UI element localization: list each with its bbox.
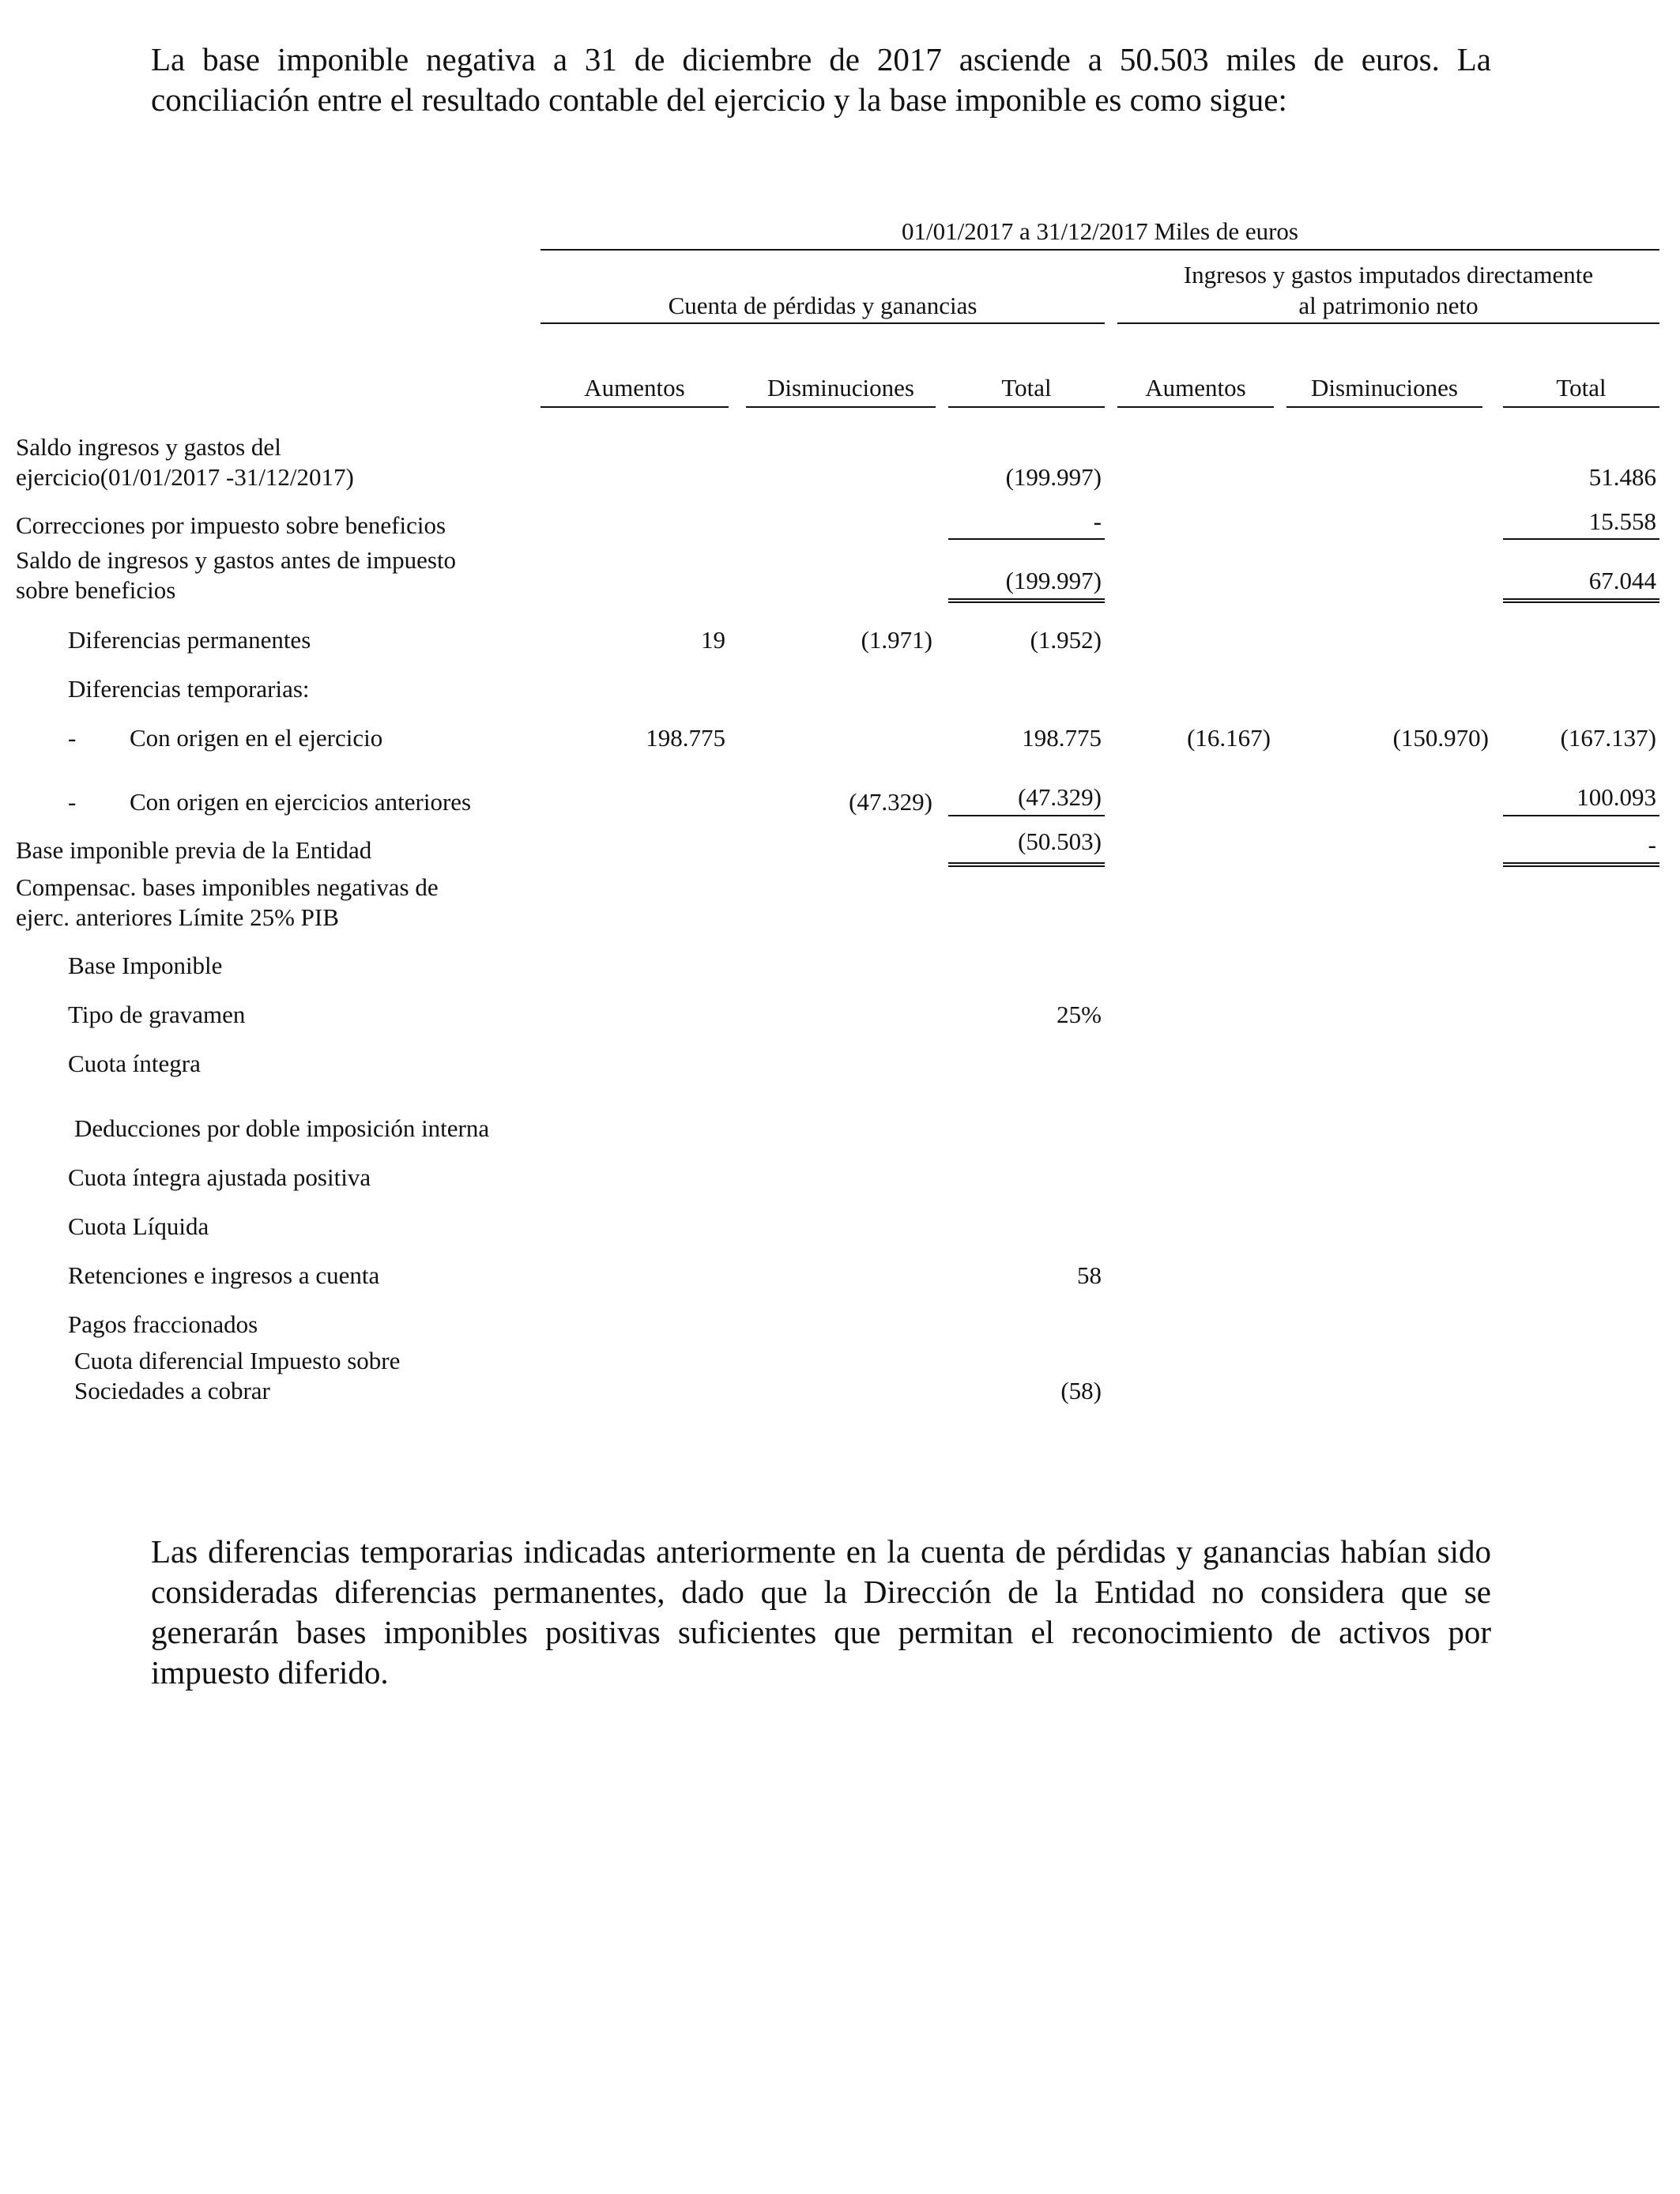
col-header-total-pn: Total [1556,374,1607,401]
row-label: Pagos fraccionados [68,1310,258,1338]
cell-total-pyg: - [1093,507,1102,535]
row-label: Diferencias temporarias: [68,675,310,703]
cell-total-pyg: 198.775 [1022,724,1102,752]
cell-aumentos-pn: (16.167) [1187,724,1271,752]
col-rule [1117,406,1274,408]
col-rule [1503,406,1659,408]
row-label: Cuota diferencial Impuesto sobre [74,1347,401,1374]
row-label: Con origen en el ejercicio [130,724,383,752]
row-label: Base imponible previa de la Entidad [16,836,372,864]
row-label: Con origen en ejercicios anteriores [130,788,472,816]
group-rule-pn [1117,322,1659,324]
period-header: 01/01/2017 a 31/12/2017 Miles de euros [902,217,1298,245]
double-underline [948,598,1105,603]
cell-total-pyg: 25% [1057,1001,1102,1028]
row-label: Deducciones por doble imposición interna [74,1114,490,1142]
cell-total-pyg: (47.329) [1018,783,1102,811]
row-dash: - [68,788,77,816]
row-label: sobre beneficios [16,576,176,604]
row-label: ejercicio(01/01/2017 -31/12/2017) [16,463,354,491]
group-header-pn-line1: Ingresos y gastos imputados directamente [1183,261,1594,288]
row-label: Tipo de gravamen [68,1001,246,1028]
group-rule-pyg [541,322,1105,324]
col-rule [1286,406,1482,408]
header-rule [541,249,1659,251]
col-rule [541,406,729,408]
row-label: Cuota íntegra ajustada positiva [68,1163,371,1191]
col-header-aumentos-pn: Aumentos [1145,374,1246,401]
cell-total-pn: 67.044 [1588,567,1656,594]
row-label: Cuota íntegra [68,1050,201,1077]
cell-total-pn: 15.558 [1588,507,1656,535]
cell-total-pyg: (199.997) [1005,567,1102,594]
cell-total-pn: 51.486 [1588,463,1656,491]
col-header-total-pyg: Total [1001,374,1052,401]
col-header-aumentos-pyg: Aumentos [584,374,685,401]
intro-paragraph: La base imponible negativa a 31 de diciembre de 2017 asciende a 50.503 miles de euros. La conciliación entre el resultado contable del ejercicio y la base imponible es como sigue: [151,41,1491,118]
cell-aumentos-pyg: 198.775 [646,724,725,752]
row-label: Cuota Líquida [68,1212,209,1240]
row-dash: - [68,724,77,752]
row-label: Retenciones e ingresos a cuenta [68,1261,380,1289]
cell-disminuciones-pyg: (1.971) [861,626,932,654]
group-header-pyg: Cuenta de pérdidas y ganancias [668,292,977,319]
cell-total-pyg: (58) [1060,1377,1102,1404]
cell-total-pyg: (1.952) [1030,626,1102,654]
col-rule [948,406,1105,408]
underline [948,815,1105,816]
row-label: Diferencias permanentes [68,626,311,654]
cell-total-pn: (167.137) [1560,724,1656,752]
cell-disminuciones-pyg: (47.329) [849,788,932,816]
cell-total-pyg: (199.997) [1005,463,1102,491]
cell-total-pyg: (50.503) [1018,827,1102,855]
cell-total-pn: 100.093 [1576,783,1656,811]
cell-aumentos-pyg: 19 [701,626,725,654]
group-header-pn-line2: al patrimonio neto [1298,292,1478,319]
cell-total-pn: - [1648,831,1656,858]
col-header-disminuciones-pn: Disminuciones [1311,374,1458,401]
row-label: Base Imponible [68,952,223,979]
underline [1503,815,1659,816]
row-label: Compensac. bases imponibles negativas de [16,873,439,901]
row-label: Correcciones por impuesto sobre beneficios [16,511,446,539]
row-label: Saldo de ingresos y gastos antes de impuesto [16,546,457,574]
underline [948,538,1105,540]
double-underline [1503,598,1659,603]
closing-paragraph: Las diferencias temporarias indicadas anteriormente en la cuenta de pérdidas y ganancias habían sido consideradas diferencias permanentes, dado que la Dirección de la Entidad no considera que se generarán bases imponibles positivas suficientes que permitan el reconocimiento de activos por impuesto diferido. [151,1533,1491,1691]
double-underline [948,862,1105,867]
col-rule [746,406,936,408]
cell-disminuciones-pn: (150.970) [1392,724,1489,752]
underline [1503,538,1659,540]
cell-total-pyg: 58 [1077,1261,1102,1289]
row-label: Saldo ingresos y gastos del [16,433,281,461]
row-label: ejerc. anteriores Límite 25% PIB [16,903,339,931]
row-label: Sociedades a cobrar [74,1377,270,1404]
double-underline [1503,862,1659,867]
col-header-disminuciones-pyg: Disminuciones [767,374,914,401]
